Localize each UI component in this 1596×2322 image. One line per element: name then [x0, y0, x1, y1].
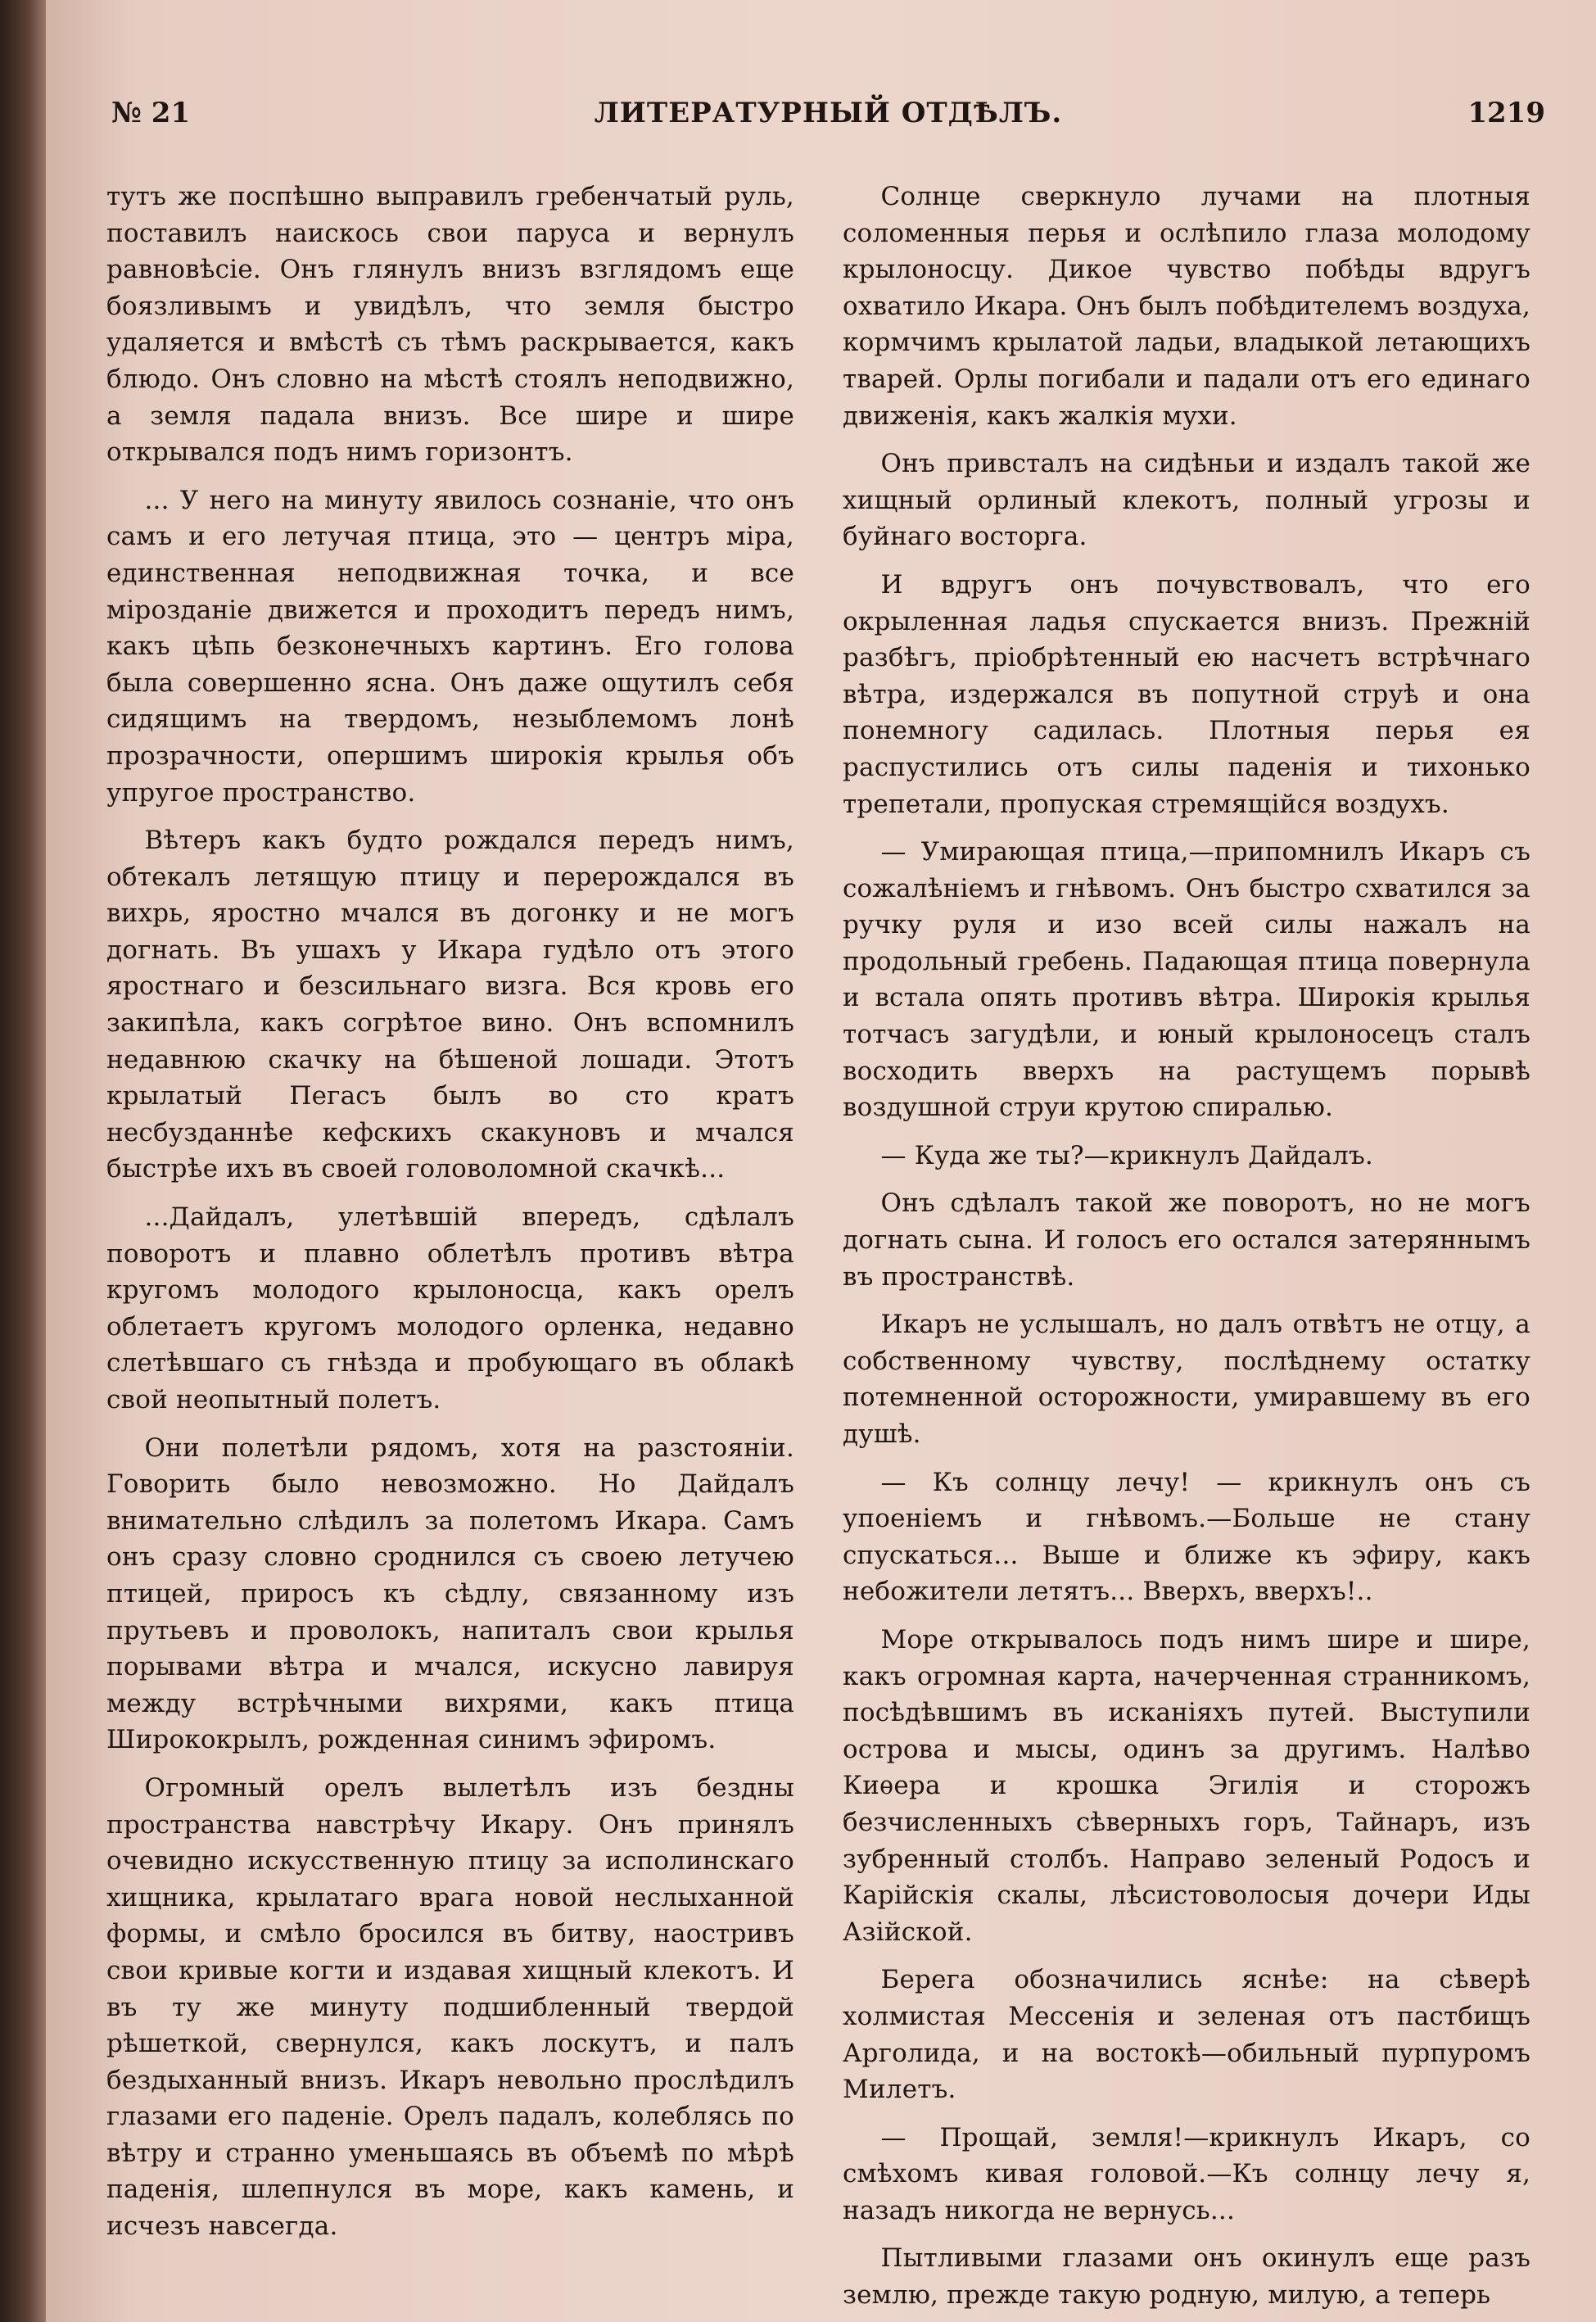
paragraph: Онъ привсталъ на сидѣньи и издалъ такой же хищный орлиный клекотъ, полный угрозы и буйнаго восторга.: [843, 449, 1530, 552]
page-number: 1219: [1467, 97, 1545, 129]
paragraph: Икаръ не услышалъ, но далъ отвѣтъ не отцу, а собственному чувству, послѣднему остатку потемненной осторожности, умиравшему въ его душѣ.: [843, 1310, 1530, 1449]
issue-number: № 21: [111, 97, 191, 129]
paragraph: Онъ сдѣлалъ такой же поворотъ, но не могъ догнать сына. И голосъ его остался затеряннымъ въ пространствѣ.: [843, 1188, 1530, 1292]
paragraph: ... У него на минуту явилось сознаніе, что онъ самъ и его летучая птица, это — центръ міра, единственная неподвижная точка, и все мірозданіе движется и проходитъ передъ нимъ, какъ цѣпь безконечныхъ картинъ. Его голова была совершенно ясна. Онъ даже ощутилъ себя сидящимъ на твердомъ, незыблемомъ лонѣ прозрачности, опершимъ широкія крылья объ упругое пространство.: [106, 485, 794, 808]
paragraph: ...Дайдалъ, улетѣвшій впередъ, сдѣлалъ поворотъ и плавно облетѣлъ противъ вѣтра кругомъ молодого крылоносца, какъ орелъ облетаетъ кругомъ молодого орленка, недавно слетѣвшаго съ гнѣзда и пробующаго въ облакѣ свой неопытный полетъ.: [106, 1202, 794, 1414]
paragraph: Вѣтеръ какъ будто рождался передъ нимъ, обтекалъ летящую птицу и перерождался въ вихрь, яростно мчался въ догонку и не могъ догнать. Въ ушахъ у Икара гудѣло отъ этого яростнаго и безсильнаго визга. Вся кровь его закипѣла, какъ согрѣтое вино. Онъ вспомнилъ недавнюю скачку на бѣшеной лошади. Этотъ крылатый Пегасъ былъ во сто кратъ несбузданнѣе кефскихъ скакуновъ и мчался быстрѣе ихъ въ своей головоломной скачкѣ...: [106, 826, 794, 1184]
paragraph: Они полетѣли рядомъ, хотя на разстояніи. Говорить было невозможно. Но Дайдалъ внимательно слѣдилъ за полетомъ Икара. Самъ онъ сразу словно сроднился съ своею летучею птицей, приросъ къ сѣдлу, связанному изъ прутьевъ и проволокъ, напиталъ свои крылья порывами вѣтра и мчался, искусно лавируя между встрѣчными вихрями, какъ птица Ширококрылъ, рожденная синимъ эфиромъ.: [106, 1433, 794, 1755]
paragraph: — Умирающая птица,—припомнилъ Икаръ съ сожалѣніемъ и гнѣвомъ. Онъ быстро схватился за ручку руля и изо всей силы нажалъ на продольный гребень. Падающая птица повернула и встала опять противъ вѣтра. Широкія крылья тотчасъ загудѣли, и юный крылоносецъ сталъ восходить вверхъ на растущемъ порывѣ воздушной струи крутою спиралью.: [843, 837, 1530, 1123]
book-page: [46, 0, 1596, 2322]
paragraph: Пытливыми глазами онъ окинулъ еще разъ землю, прежде такую родную, милую, а теперь: [843, 2243, 1530, 2311]
book-spine-shadow: [0, 0, 51, 2322]
paragraph: Берега обозначились яснѣе: на сѣверѣ холмистая Мессенія и зеленая отъ пастбищъ Арголида, и на востокѣ—обильный пурпуромъ Милетъ.: [843, 1965, 1530, 2105]
text-column-right: [843, 179, 1530, 2311]
paragraph: И вдругъ онъ почувствовалъ, что его окрыленная ладья спускается внизъ. Прежній разбѣгъ, пріобрѣтенный ею насчетъ встрѣчнаго вѣтра, издержался въ попутной струѣ и она понемногу садилась. Плотныя перья ея распустились отъ силы паденія и тихонько трепетали, пропуская стремящійся воздухъ.: [843, 569, 1530, 819]
paragraph: Солнце сверкнуло лучами на плотныя соломенныя перья и ослѣпило глаза молодому крылоносцу. Дикое чувство побѣды вдругъ охватило Икара. Онъ былъ побѣдителемъ воздуха, кормчимъ крылатой ладьи, владыкой летающихъ тварей. Орлы погибали и падали отъ его единаго движенія, какъ жалкія мухи.: [843, 182, 1530, 431]
running-header: [111, 97, 1545, 146]
section-title: ЛИТЕРАТУРНЫЙ ОТДѢЛЪ.: [594, 97, 1063, 129]
paragraph: Огромный орелъ вылетѣлъ изъ бездны пространства навстрѣчу Икару. Онъ принялъ очевидно искусственную птицу за исполинскаго хищника, крылатаго врага новой неслыханной формы, и смѣло бросился въ битву, наостривъ свои кривые когти и издавая хищный клекотъ. И въ ту же минуту подшибленный твердой рѣшеткой, свернулся, какъ лоскутъ, и палъ бездыханный внизъ. Икаръ невольно прослѣдилъ глазами его паденіе. Орелъ падалъ, колеблясь по вѣтру и странно уменьшаясь въ объемѣ по мѣрѣ паденія, шлепнулся въ море, какъ камень, и исчезъ навсегда.: [106, 1772, 794, 2242]
paragraph: тутъ же поспѣшно выправилъ гребенчатый руль, поставилъ наискось свои паруса и вернулъ равновѣсіе. Онъ глянулъ внизъ взглядомъ еще боязливымъ и увидѣлъ, что земля быстро удаляется и вмѣстѣ съ тѣмъ раскрывается, какъ блюдо. Онъ словно на мѣстѣ стоялъ неподвижно, а земля падала внизъ. Все шире и шире открывался подъ нимъ горизонтъ.: [106, 182, 794, 468]
paragraph: — Къ солнцу лечу! — крикнулъ онъ съ упоеніемъ и гнѣвомъ.—Больше не стану спускаться... Выше и ближе къ эфиру, какъ небожители летятъ... Вверхъ, вверхъ!..: [843, 1467, 1530, 1607]
text-column-left: [106, 179, 794, 2275]
paragraph: Море открывалось подъ нимъ шире и шире, какъ огромная карта, начерченная странникомъ, посѣдѣвшимъ въ исканіяхъ путей. Выступили острова и мысы, одинъ за другимъ. Налѣво Киѳера и крошка Эгилія и сторожъ безчисленныхъ сѣверныхъ горъ, Тайнаръ, изъ зубренный столбъ. Направо зеленый Родосъ и Карійскія скалы, лѣсистоволосыя дочери Иды Азійской.: [843, 1624, 1530, 1947]
paragraph: — Куда же ты?—крикнулъ Дайдалъ.: [880, 1140, 1373, 1170]
paragraph: — Прощай, земля!—крикнулъ Икаръ, со смѣхомъ кивая головой.—Къ солнцу лечу я, назадъ никогда не вернусь...: [843, 2122, 1530, 2225]
